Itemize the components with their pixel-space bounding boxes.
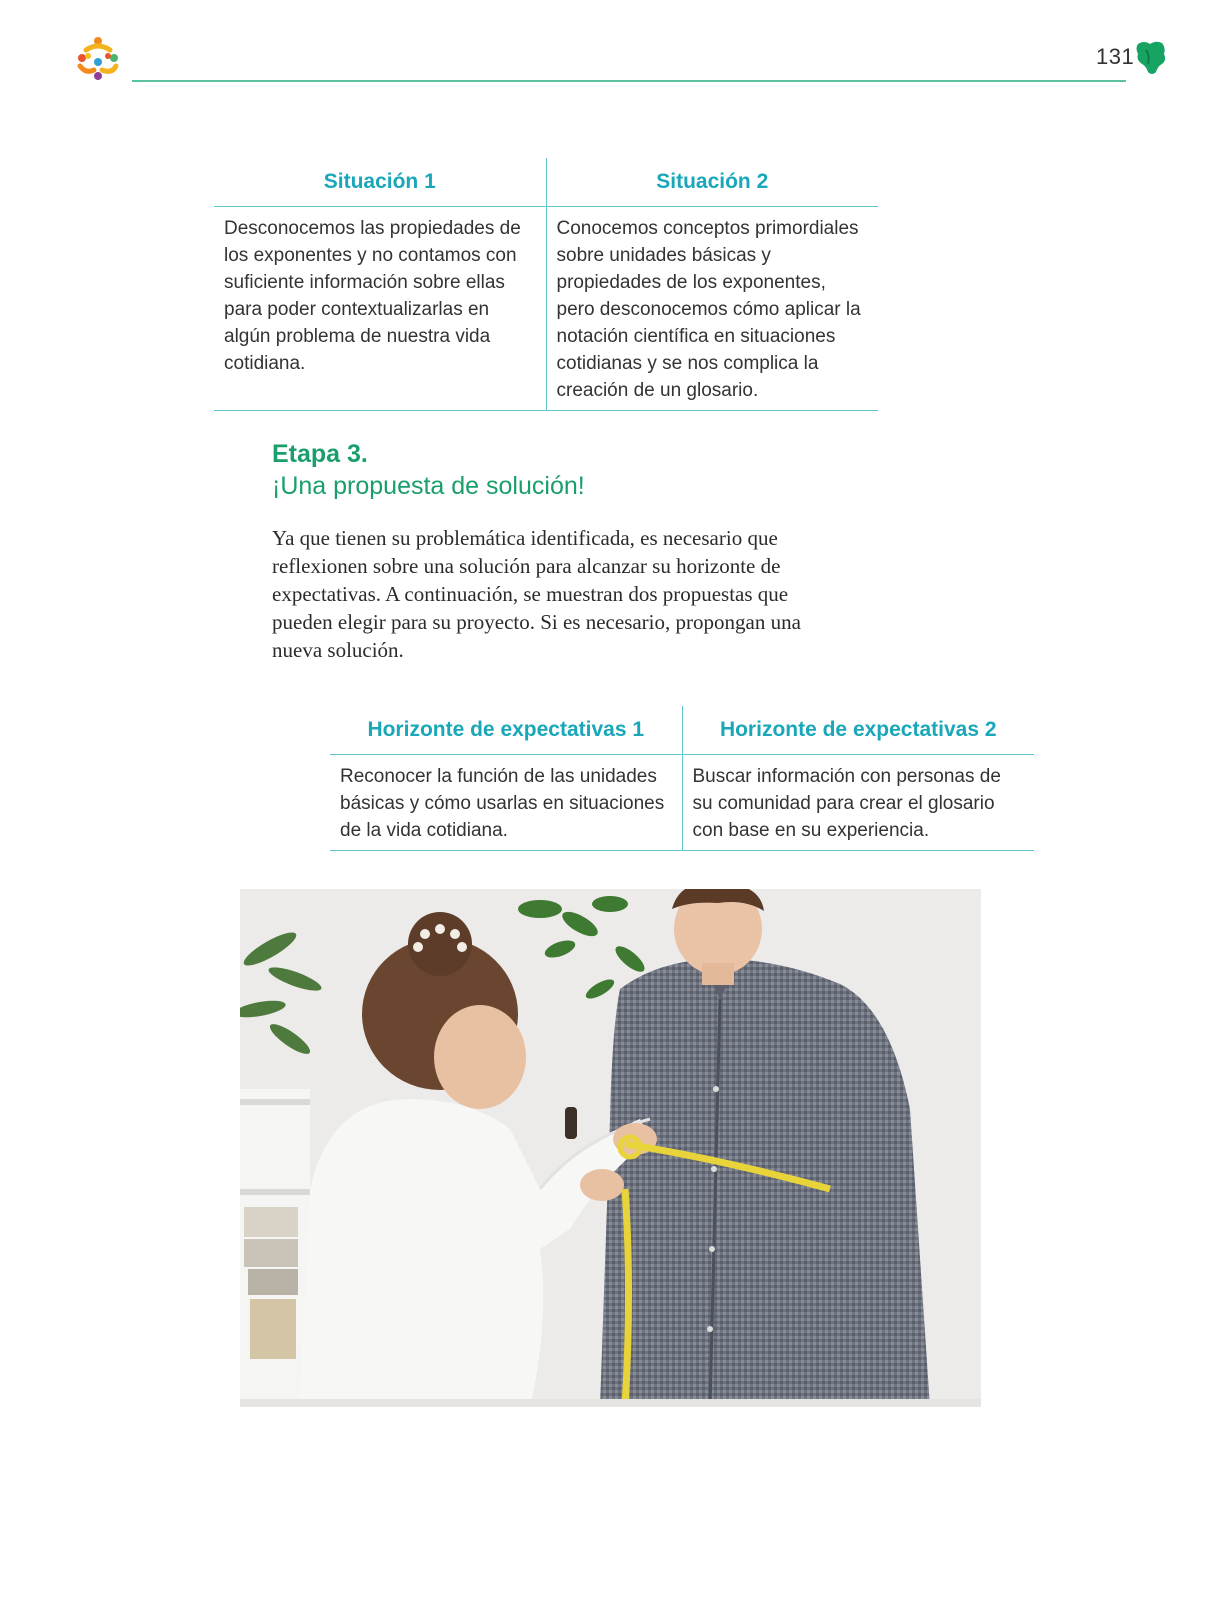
page-number: 131 [1096,44,1135,69]
stage-paragraph: Ya que tienen su problemática identificada, es necesario que reflexionen sobre una solución para alcanzar su horizonte de expectativas. A continuación, se muestran dos propuestas que pueden elegir para su proyecto. Si es necesario, propongan una nueva solución. [272,526,801,662]
people-circle-logo-icon [72,34,124,82]
situation-2-text: Conocemos conceptos primordiales sobre unidades básicas y propiedades de los exponentes, pero desconocemos cómo aplicar la notación científica en situaciones cotidianas y se nos complica la creación de un glosario. [546,207,878,411]
header-rule [132,80,1126,82]
photo-illustration [240,889,981,1407]
stage-title: Etapa 3. [272,440,368,468]
tailor-measuring-photo [240,889,981,1407]
green-map-leaf-icon [1134,38,1168,78]
expectation-2-header: Horizonte de expectativas 2 [682,706,1034,755]
situations-table [214,158,878,411]
stage-subtitle: ¡Una propuesta de solución! [272,472,585,500]
situation-1-header: Situación 1 [214,158,546,207]
expectations-table [330,706,1034,851]
expectation-1-header: Horizonte de expectativas 1 [330,706,682,755]
expectation-2-text: Buscar información con personas de su comunidad para crear el glosario con base en su experiencia. [682,755,1034,851]
situation-2-header: Situación 2 [546,158,878,207]
situation-1-text: Desconocemos las propiedades de los exponentes y no contamos con suficiente información sobre ellas para poder contextualizarlas en algún problema de nuestra vida cotidiana. [214,207,546,411]
expectation-1-text: Reconocer la función de las unidades básicas y cómo usarlas en situaciones de la vida cotidiana. [330,755,682,851]
